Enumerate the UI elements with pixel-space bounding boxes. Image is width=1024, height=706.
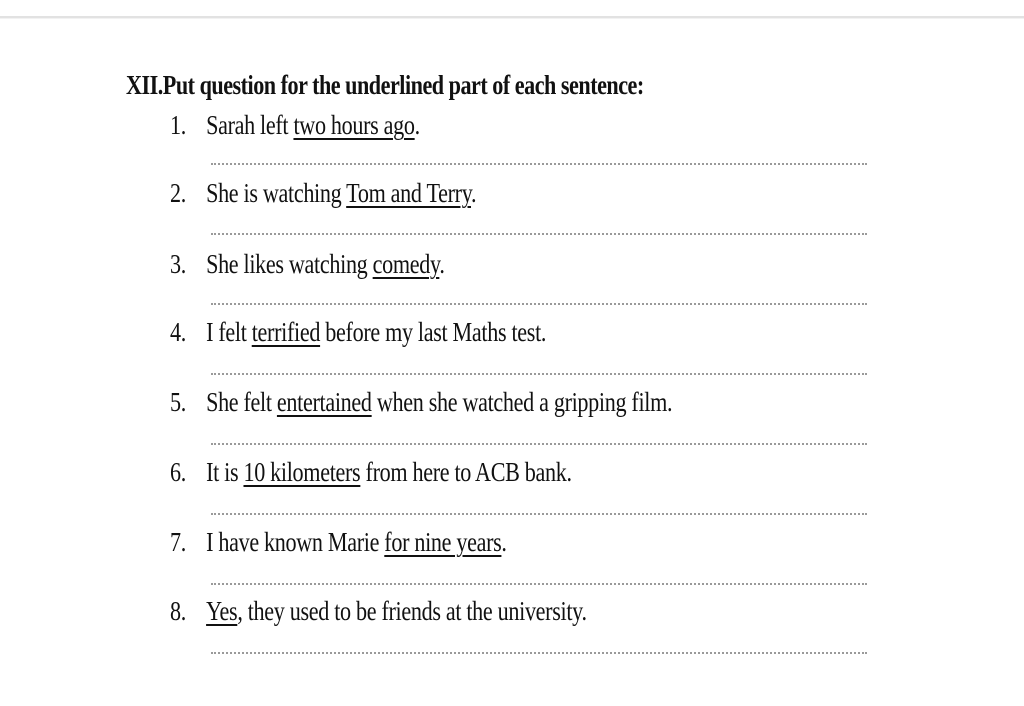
sentence-text: I felt <box>206 317 252 347</box>
sentence-text-end: . <box>414 110 420 140</box>
sentence-8 <box>170 594 587 628</box>
answer-line-4[interactable] <box>211 373 867 375</box>
sentence-number: 8. <box>170 596 186 626</box>
sentence-number: 4. <box>170 317 186 347</box>
sentence-text-end: . <box>501 527 507 557</box>
answer-line-2[interactable] <box>211 233 867 235</box>
sentence-number: 2. <box>170 178 186 208</box>
underlined-part: comedy <box>372 249 440 279</box>
underlined-part: two hours ago <box>293 110 415 140</box>
underlined-part: for nine years <box>384 527 502 557</box>
sentence-text: She likes watching <box>206 249 373 279</box>
sentence-text-end: . <box>471 178 477 208</box>
answer-line-5[interactable] <box>211 443 867 445</box>
answer-line-7[interactable] <box>211 583 867 585</box>
sentence-text: She is watching <box>206 178 347 208</box>
sentence-text-end: , they used to be friends at the university. <box>237 596 587 626</box>
sentence-5 <box>170 385 672 419</box>
sentence-4 <box>170 315 546 349</box>
sentence-text-end: when she watched a gripping film. <box>371 387 673 417</box>
underlined-part: 10 kilometers <box>243 457 361 487</box>
sentence-6 <box>170 455 572 489</box>
answer-line-6[interactable] <box>211 513 867 515</box>
underlined-part: entertained <box>276 387 372 417</box>
answer-line-1[interactable] <box>211 163 867 165</box>
sentence-text-end: . <box>439 249 445 279</box>
sentence-number: 1. <box>170 110 186 140</box>
sentence-3 <box>170 247 445 281</box>
answer-line-3[interactable] <box>211 303 867 305</box>
sentence-text: I have known Marie <box>206 527 385 557</box>
sentence-2 <box>170 176 476 210</box>
sentence-number: 7. <box>170 527 186 557</box>
sentence-text: It is <box>206 457 244 487</box>
sentence-number: 3. <box>170 249 186 279</box>
sentence-text: Sarah left <box>206 110 294 140</box>
sentence-number: 5. <box>170 387 186 417</box>
sentence-text: She felt <box>206 387 277 417</box>
sentence-1 <box>170 108 420 142</box>
sentence-text-end: from here to ACB bank. <box>360 457 572 487</box>
sentence-text-end: before my last Maths test. <box>320 317 547 347</box>
sentence-7 <box>170 525 507 559</box>
underlined-part: Yes <box>206 596 238 626</box>
underlined-part: terrified <box>251 317 321 347</box>
underlined-part: Tom and Terry <box>346 178 472 208</box>
sentence-number: 6. <box>170 457 186 487</box>
exercise-heading: XII.Put question for the underlined part of each sentence: <box>126 70 644 100</box>
answer-line-8[interactable] <box>211 652 867 654</box>
